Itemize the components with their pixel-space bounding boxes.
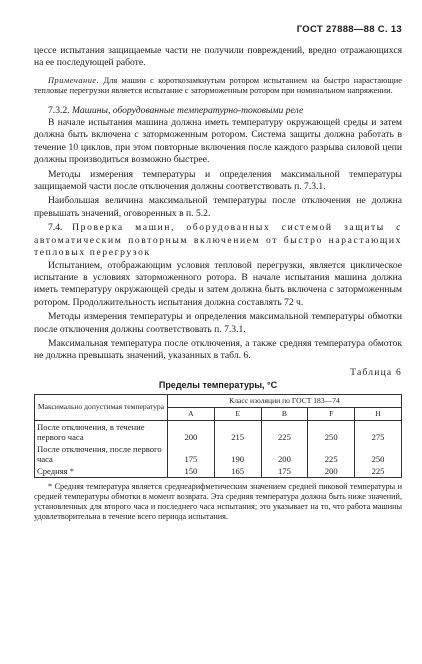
table-class-f: F bbox=[308, 407, 355, 420]
cell: 250 bbox=[355, 443, 402, 465]
page-header: ГОСТ 27888—88 С. 13 bbox=[296, 24, 402, 35]
paragraph-6: Максимальная температура после отключения, а также средняя температура обмоток не должна превышать значений, указанных в табл. 6. bbox=[34, 337, 402, 362]
row-label: После отключения, после первого часа bbox=[35, 443, 168, 465]
document-page bbox=[34, 24, 402, 523]
paragraph-4: Испытанием, отображающим условия тепловой перегрузки, является циклическое испытание в условиях заторможенного ротора. В начале испытания машина должна иметь температуру окружающей среды и затем должна быть включена с заторможенным ротором. Продолжительность испытания должна составлять 72 ч. bbox=[34, 259, 402, 308]
paragraph-1: В начале испытания машина должна иметь температуру окружающей среды и затем должна быть включена с заторможенным ротором. Система защиты должна работать в течение 10 циклов, при этом повторные включения после каждого разрыва силовой цепи должны производиться возможно быстрее. bbox=[34, 117, 402, 166]
cell: 175 bbox=[261, 465, 308, 478]
table-row bbox=[35, 465, 402, 478]
note-paragraph bbox=[34, 76, 402, 97]
section-title: Проверка машин, оборудованных системой защиты с автоматическим повторным включением от быстро нарастающих тепловых перегрузок bbox=[34, 222, 402, 259]
section-heading-7-4 bbox=[34, 222, 402, 259]
table-row bbox=[35, 420, 402, 443]
temperature-limits-table bbox=[34, 394, 402, 478]
table-class-header: Класс изоляции по ГОСТ 183—74 bbox=[168, 394, 402, 407]
paragraph-5: Методы измерения температуры и определения максимальной температуры обмотки после отключения должны соответствовать п. 7.3.1. bbox=[34, 311, 402, 335]
cell: 225 bbox=[261, 420, 308, 443]
paragraph-3: Наибольшая величина максимальной температуры после отключения не должна превышать значений, оговоренных в п. 5.2. bbox=[34, 195, 402, 219]
cell: 200 bbox=[308, 465, 355, 478]
row-label: После отключения, в течение первого часа bbox=[35, 420, 168, 443]
note-text: Для машин с короткозамкнутым ротором испытанием на быстро нарастающие тепловые перегрузки является испытание с заторможенным ротором при номинальном напряжении. bbox=[34, 75, 402, 96]
section-title: Машины, оборудованные температурно-токовыми реле bbox=[72, 104, 304, 116]
table-caption: Таблица 6 bbox=[350, 366, 402, 378]
table-col-header: Максимально допустимая температура bbox=[35, 394, 168, 420]
cell: 165 bbox=[214, 465, 261, 478]
table-class-h: Н bbox=[355, 407, 402, 420]
cell: 175 bbox=[168, 443, 215, 465]
cell: 215 bbox=[214, 420, 261, 443]
table-class-a: А bbox=[168, 407, 215, 420]
table-class-e: Е bbox=[214, 407, 261, 420]
table-title: Пределы температуры, °С bbox=[158, 379, 278, 390]
row-label: Средняя * bbox=[35, 465, 168, 478]
table-row bbox=[35, 443, 402, 465]
cell: 150 bbox=[168, 465, 215, 478]
paragraph-2: Методы измерения температуры и определения максимальной температуры защищаемой части после отключения должны соответствовать п. 7.3.1. bbox=[34, 168, 402, 193]
note-label: Примечание. bbox=[48, 75, 100, 85]
cell: 250 bbox=[308, 420, 355, 443]
section-number: 7.3.2. bbox=[48, 104, 70, 116]
paragraph-continuation: цессе испытания защищаемые части не получили повреждений, вредно отражающихся на ее последующей работе. bbox=[34, 45, 402, 69]
cell: 200 bbox=[261, 443, 308, 465]
section-number: 7.4. bbox=[48, 222, 63, 234]
cell: 225 bbox=[308, 443, 355, 465]
cell: 190 bbox=[214, 443, 261, 465]
cell: 275 bbox=[355, 420, 402, 443]
table-footnote: * Средняя температура является среднеарифметическим значением средней пиковой температуры и средней температуры обмотки в момент возврата. Эта средняя температура должна быть ниже значений, установленных для второго часа и последнего часа испытания; это указывает на то, что работа машины удовлетворительна в течение всего периода испытания. bbox=[34, 481, 402, 522]
table-class-b: В bbox=[261, 407, 308, 420]
cell: 225 bbox=[355, 465, 402, 478]
section-heading-7-3-2 bbox=[34, 105, 402, 117]
cell: 200 bbox=[168, 420, 215, 443]
